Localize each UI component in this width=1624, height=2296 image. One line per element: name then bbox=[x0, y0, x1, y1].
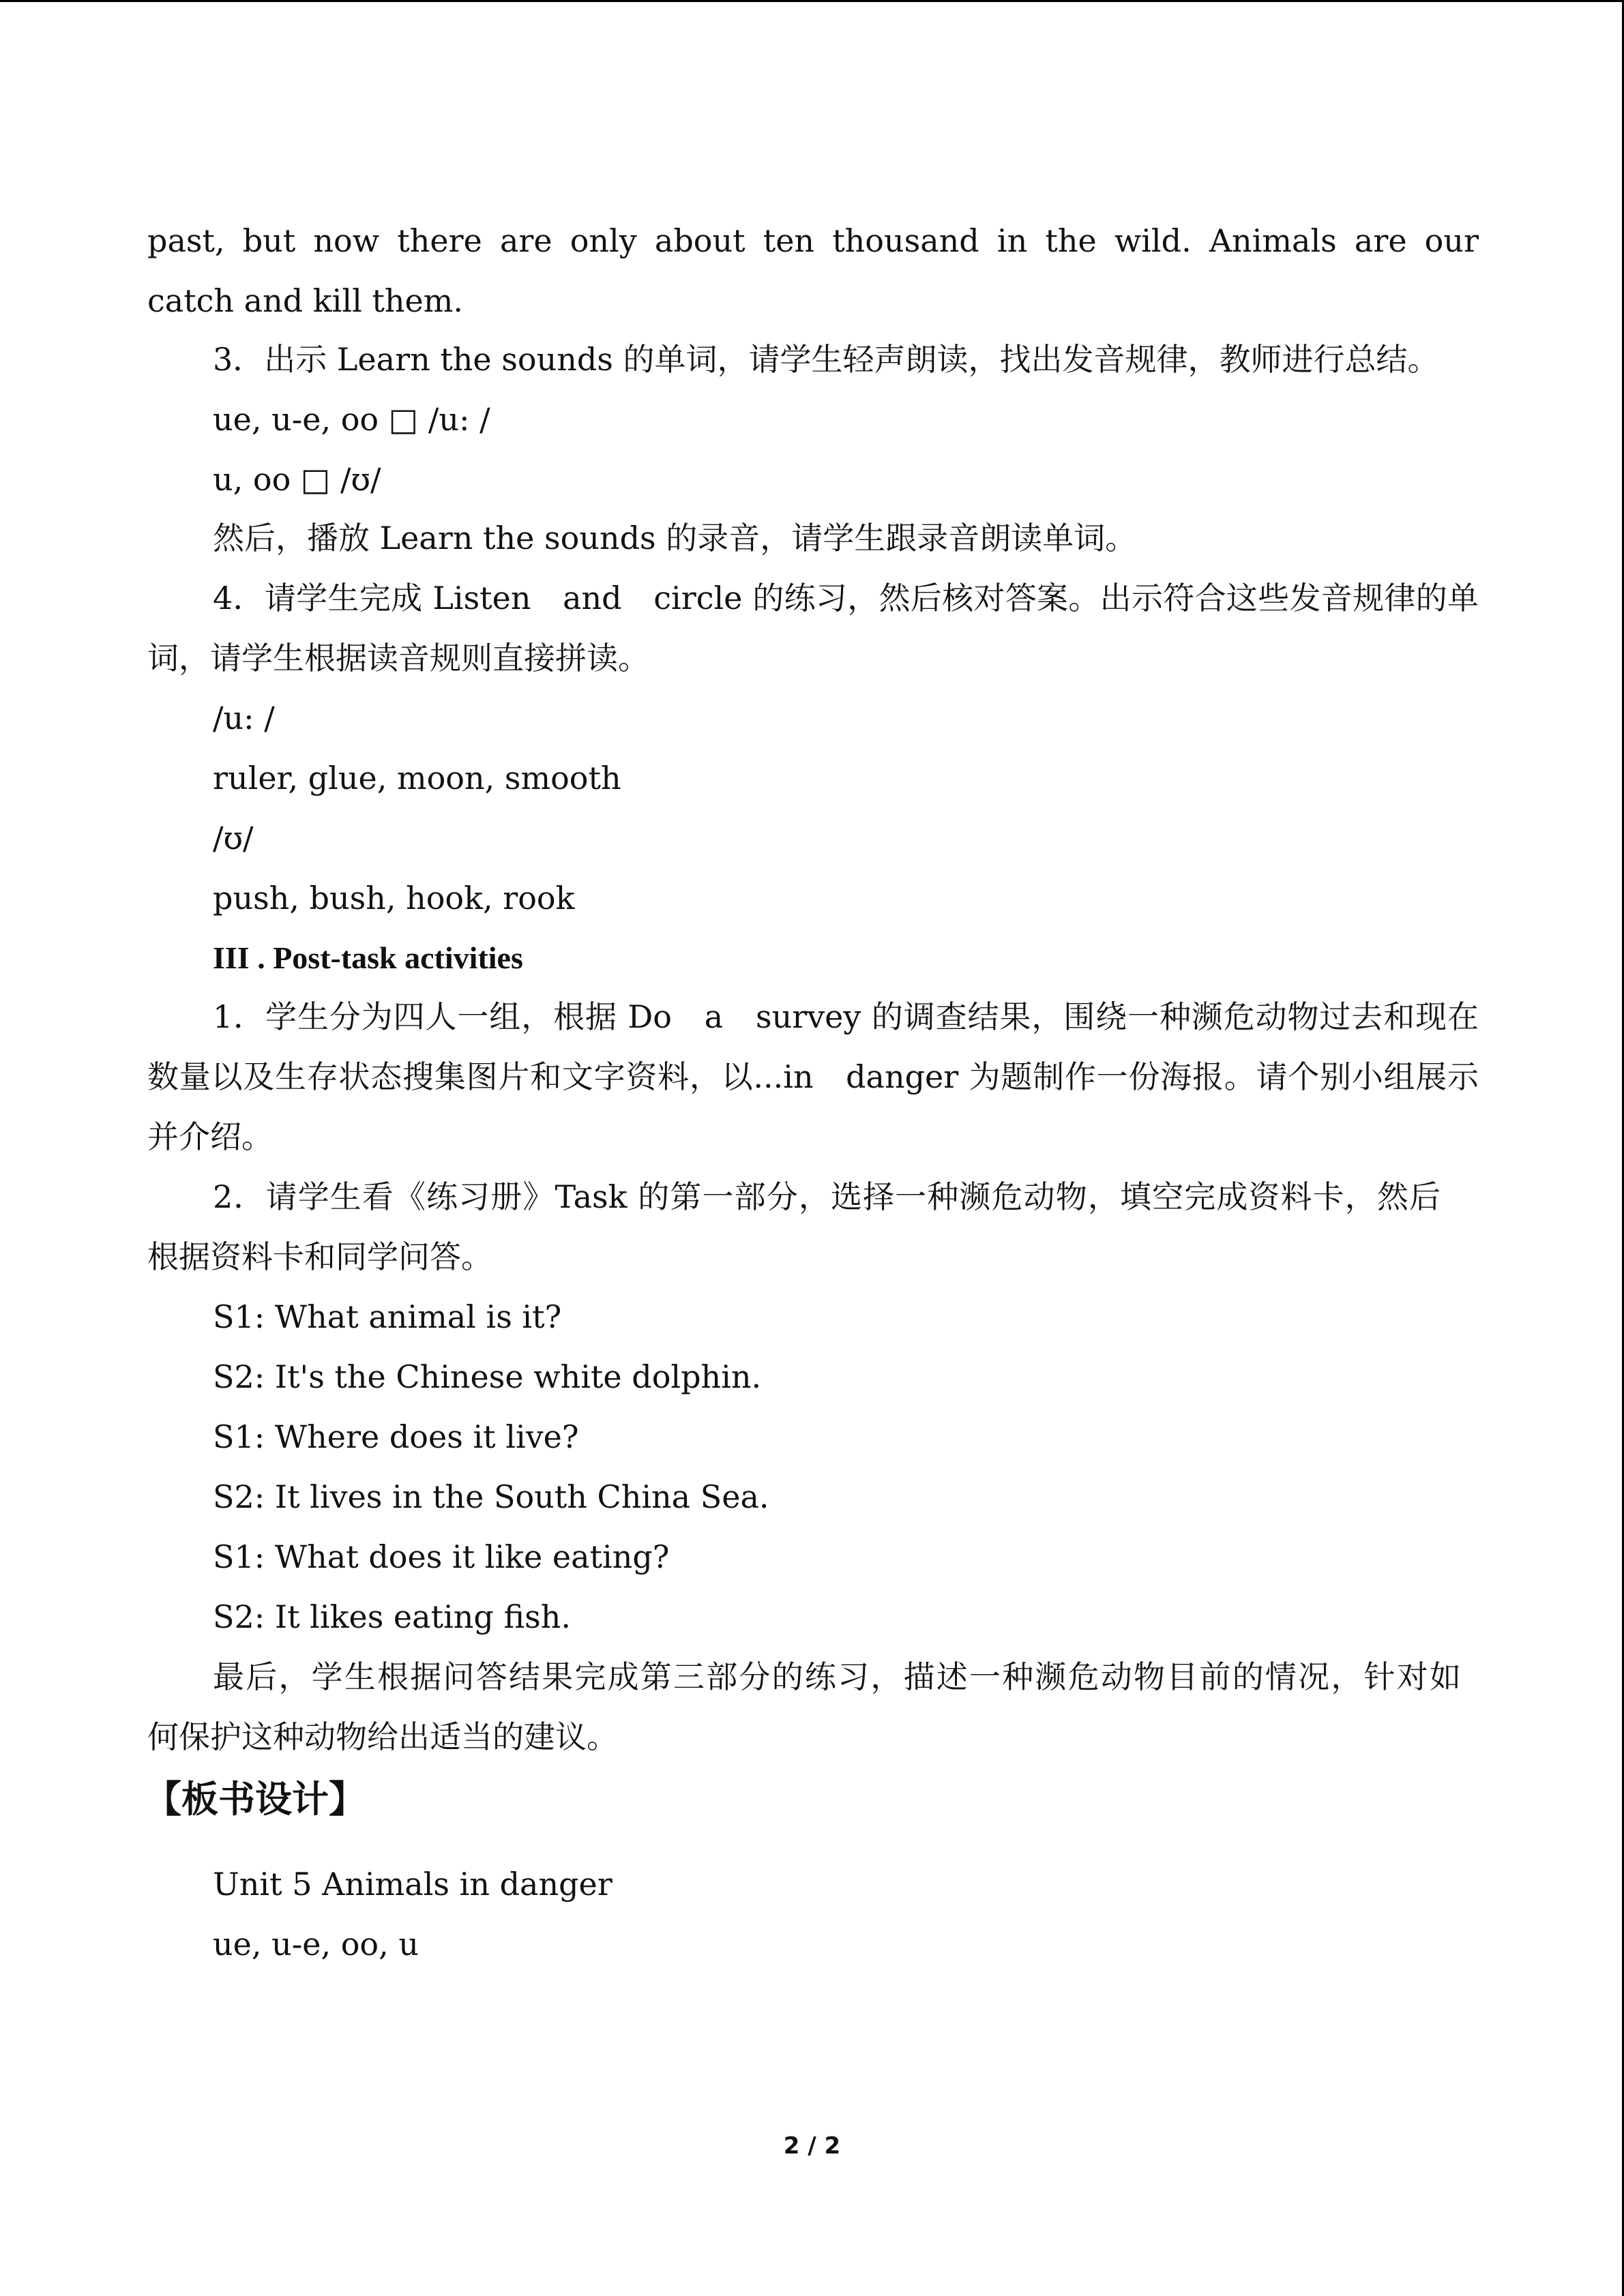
dialogue-line: S2: It's the Chinese white dolphin. bbox=[213, 1358, 762, 1395]
step3-after-line: 然后，播放 Learn the sounds 的录音，请学生跟录音朗读单词。 bbox=[213, 520, 1137, 556]
post-task-p1-line-1: 1．学生分为四人一组，根据 Do a survey 的调查结果，围绕一种濒危动物过去和现在 bbox=[213, 998, 1479, 1035]
board-line-2: ue, u-e, oo, u bbox=[213, 1926, 419, 1963]
final-line-2: 何保护这种动物给出适当的建议。 bbox=[147, 1718, 618, 1755]
dialogue-line: S1: What does it like eating? bbox=[213, 1538, 670, 1575]
dialogue-line: S1: Where does it live? bbox=[213, 1418, 579, 1455]
post-task-p2-line-1: 2．请学生看《练习册》Task 的第一部分，选择一种濒危动物，填空完成资料卡，然后 bbox=[213, 1178, 1441, 1215]
intro-line-2: catch and kill them. bbox=[147, 282, 464, 319]
sound-words-2: push, bush, hook, rook bbox=[213, 880, 575, 916]
sound-heading-1: /u: / bbox=[213, 700, 275, 736]
post-task-p1-line-3: 并介绍。 bbox=[147, 1118, 273, 1155]
step3-line: 3．出示 Learn the sounds 的单词，请学生轻声朗读，找出发音规律，教师进行总结。 bbox=[213, 341, 1439, 378]
dialogue-line: S1: What animal is it? bbox=[213, 1298, 562, 1335]
final-line-1: 最后，学生根据问答结果完成第三部分的练习，描述一种濒危动物目前的情况，针对如 bbox=[213, 1658, 1461, 1695]
post-task-p2-line-2: 根据资料卡和同学问答。 bbox=[147, 1238, 492, 1275]
sound-heading-2: /ʊ/ bbox=[213, 820, 254, 856]
page-number: 2 / 2 bbox=[783, 2132, 841, 2160]
sound-words-1: ruler, glue, moon, smooth bbox=[213, 760, 621, 796]
section-heading: III . Post-task activities bbox=[213, 940, 523, 975]
sound-rule-1: ue, u-e, oo □ /u: / bbox=[213, 401, 490, 438]
step4-line-2: 词，请学生根据读音规则直接拼读。 bbox=[147, 640, 649, 676]
dialogue-line: S2: It lives in the South China Sea. bbox=[213, 1478, 769, 1515]
intro-line-1: past, but now there are only about ten thousand in the wild. Animals are our bbox=[147, 222, 1479, 259]
board-line-1: Unit 5 Animals in danger bbox=[213, 1866, 612, 1903]
post-task-p1-line-2: 数量以及生存状态搜集图片和文字资料，以...in danger 为题制作一份海报。请个别小组展示 bbox=[147, 1058, 1479, 1095]
step4-line-1: 4．请学生完成 Listen and circle 的练习，然后核对答案。出示符合这些发音规律的单 bbox=[213, 580, 1479, 616]
board-design-heading: 【板书设计】 bbox=[145, 1778, 366, 1821]
dialogue-line: S2: It likes eating fish. bbox=[213, 1598, 572, 1635]
sound-rule-2: u, oo □ /ʊ/ bbox=[213, 461, 381, 498]
